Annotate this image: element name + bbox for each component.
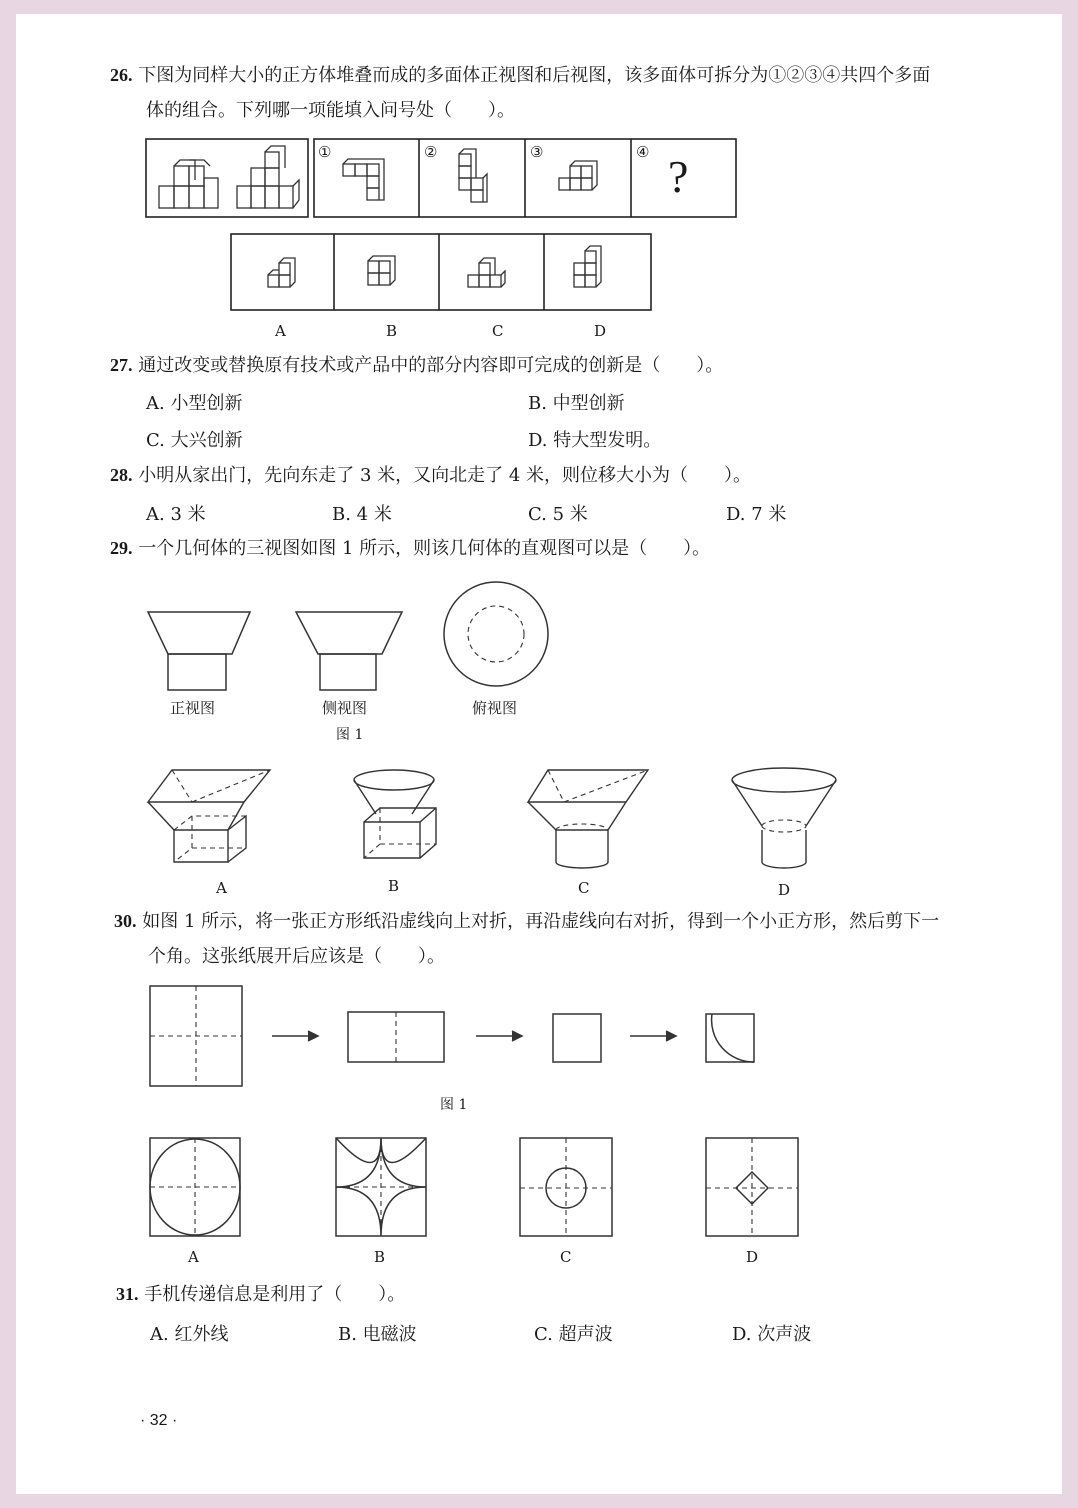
q31-option-b: B. 电磁波	[338, 1324, 417, 1345]
q26-text-1: 下图为同样大小的正方体堆叠而成的多面体正视图和后视图，该多面体可拆分为①②③④共四个多面	[138, 65, 931, 86]
q27-option-a: A. 小型创新	[146, 393, 243, 414]
piece-label-3: ③	[530, 143, 544, 161]
exam-page	[16, 14, 1062, 1494]
q29-option-b: B	[388, 877, 400, 895]
q31-line	[116, 1283, 405, 1306]
q31-number: 31.	[116, 1284, 139, 1304]
q30-option-a: A	[188, 1248, 199, 1266]
q28-option-c: C. 5 米	[528, 504, 588, 525]
q30-option-b: B	[374, 1248, 386, 1266]
q26-option-d: D	[594, 322, 607, 340]
q31-option-a: A. 红外线	[150, 1324, 229, 1345]
q29-option-d: D	[778, 881, 791, 899]
q31-option-c: C. 超声波	[534, 1324, 613, 1345]
q29-three-views	[144, 574, 564, 694]
q30-text-1: 如图 1 所示，将一张正方形纸沿虚线向上对折，再沿虚线向右对折，得到一个小正方形，然后剪下一	[142, 911, 940, 932]
piece-label-2: ②	[424, 143, 438, 161]
q26-number: 26.	[110, 65, 133, 85]
q26-answer-options	[230, 233, 652, 311]
q30-option-c: C	[560, 1248, 572, 1266]
q26-text-2: 体的组合。下列哪一项能填入问号处（ ）。	[146, 100, 515, 121]
q27-number: 27.	[110, 355, 133, 375]
q27-line	[110, 354, 723, 377]
q29-figure-label: 图 1	[336, 727, 364, 743]
q29-number: 29.	[110, 538, 133, 558]
q26-option-b: B	[386, 322, 398, 340]
q27-text: 通过改变或替换原有技术或产品中的部分内容即可完成的创新是（ ）。	[138, 355, 724, 376]
q28-number: 28.	[110, 465, 133, 485]
q27-option-c: C. 大兴创新	[146, 430, 243, 451]
q28-option-a: A. 3 米	[146, 504, 206, 525]
question-mark: ?	[668, 151, 689, 202]
q29-line	[110, 537, 710, 560]
q29-option-a: A	[216, 879, 227, 897]
piece-label-1: ①	[318, 143, 332, 161]
q29-option-c: C	[578, 879, 590, 897]
q26-line1	[110, 64, 930, 87]
q26-option-a: A	[275, 322, 286, 340]
q30-folding-steps	[146, 982, 766, 1088]
q29-text: 一个几何体的三视图如图 1 所示，则该几何体的直观图可以是（ ）。	[138, 538, 711, 559]
q30-number: 30.	[114, 911, 137, 931]
q29-solid-options	[144, 766, 844, 876]
q26-front-back-views	[145, 138, 309, 218]
q30-text-2: 个角。这张纸展开后应该是（ ）。	[148, 946, 445, 967]
q31-text: 手机传递信息是利用了（ ）。	[144, 1284, 406, 1305]
q30-line1	[114, 910, 939, 933]
front-view-label: 正视图	[170, 699, 216, 717]
q28-line	[110, 464, 751, 487]
piece-label-4: ④	[636, 143, 650, 161]
q28-option-d: D. 7 米	[726, 504, 787, 525]
q28-option-b: B. 4 米	[332, 504, 392, 525]
q31-option-d: D. 次声波	[732, 1324, 812, 1345]
q30-option-d: D	[746, 1248, 759, 1266]
page-number: · 32 ·	[140, 1412, 178, 1429]
q27-option-b: B. 中型创新	[528, 393, 625, 414]
side-view-label: 侧视图	[322, 699, 368, 717]
q27-option-d: D. 特大型发明。	[528, 430, 662, 451]
q28-text: 小明从家出门，先向东走了 3 米，又向北走了 4 米，则位移大小为（ ）。	[138, 465, 752, 486]
q30-unfolded-options	[148, 1136, 800, 1238]
q26-option-c: C	[492, 322, 504, 340]
q30-figure-label: 图 1	[440, 1097, 468, 1113]
top-view-label: 俯视图	[472, 699, 518, 717]
